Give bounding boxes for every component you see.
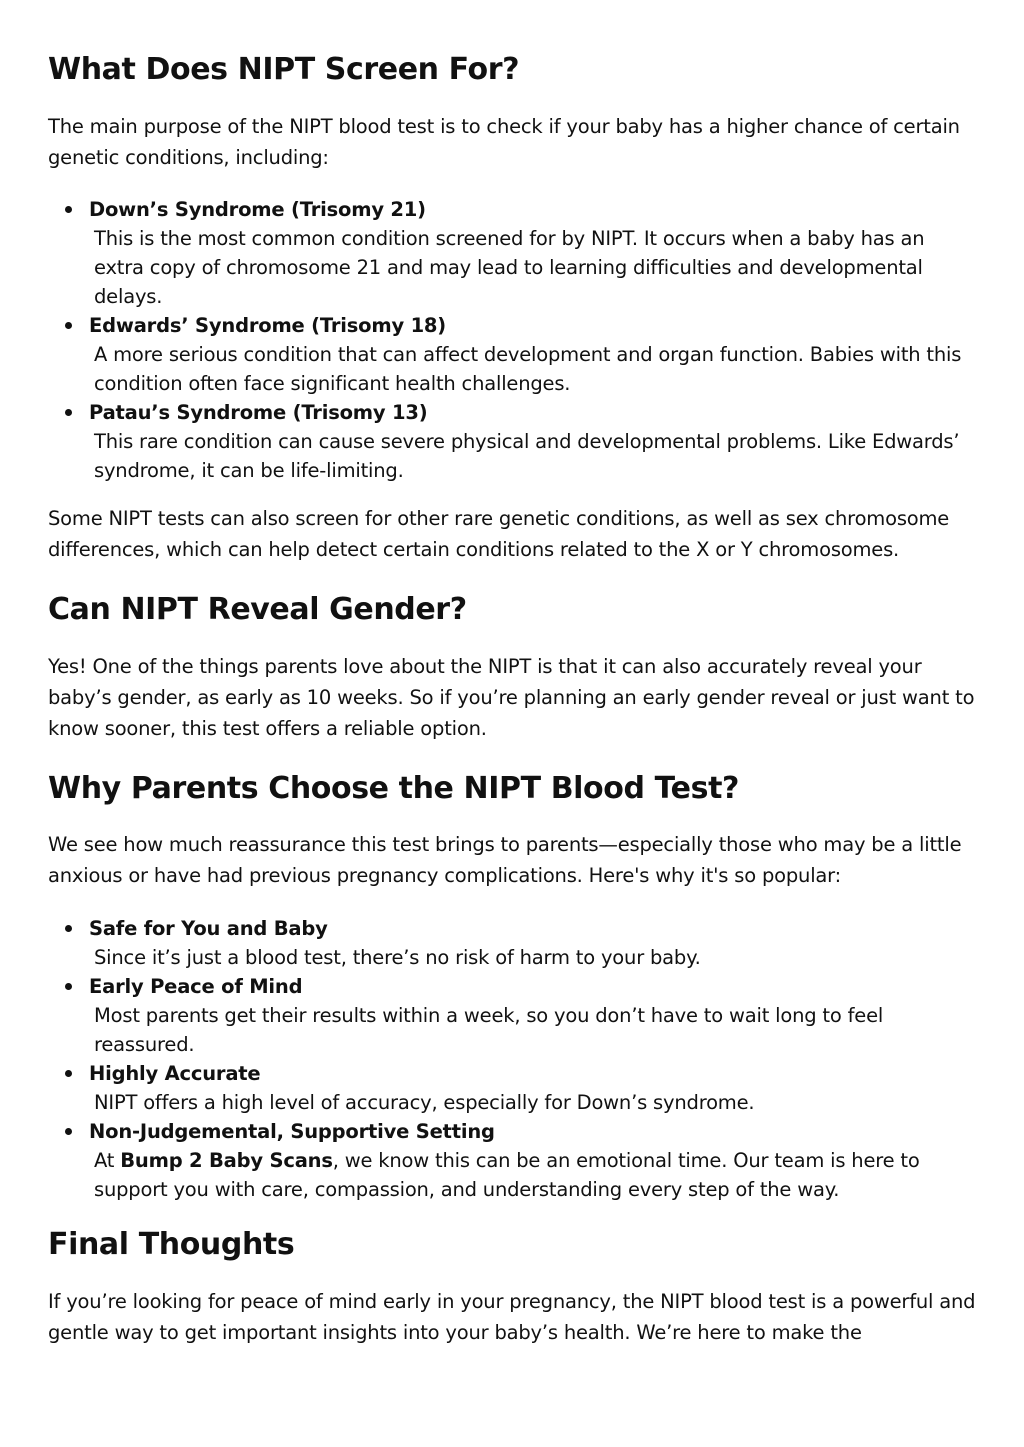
list-item-description: This is the most common condition screened for by NIPT. It occurs when a baby has an extra copy of chromosome 21 and may lead to learning difficulties and developmental delays. bbox=[94, 227, 925, 308]
bullet-icon bbox=[65, 983, 72, 990]
list-item bbox=[48, 972, 978, 1059]
list-item-description: Most parents get their results within a week, so you don’t have to wait long to feel reassured. bbox=[94, 1004, 884, 1056]
section-heading-final-thoughts: Final Thoughts bbox=[48, 1227, 295, 1262]
description-suffix: , we know this can be an emotional time. Our team is here to support you with care, compassion, and understanding every step of the way. bbox=[94, 1149, 920, 1201]
conditions-list bbox=[48, 195, 978, 485]
description-prefix: At bbox=[94, 1149, 121, 1172]
list-item bbox=[48, 398, 978, 485]
bullet-icon bbox=[65, 1070, 72, 1077]
list-item bbox=[48, 914, 978, 972]
list-item-title: Down’s Syndrome (Trisomy 21) bbox=[89, 198, 426, 221]
list-item bbox=[48, 1059, 978, 1117]
list-item-title: Non-Judgemental, Supportive Setting bbox=[89, 1120, 495, 1143]
list-item-description bbox=[89, 1146, 978, 1204]
reasons-list bbox=[48, 914, 978, 1204]
final-thoughts-paragraph: If you’re looking for peace of mind early in your pregnancy, the NIPT blood test is a powerful and gentle way to get important insights into your baby’s health. We’re here to make the bbox=[48, 1290, 976, 1344]
why-choose-intro: We see how much reassurance this test brings to parents—especially those who may be a little anxious or have had previous pregnancy complications. Here's why it's so popular: bbox=[48, 833, 962, 887]
section-heading-why-choose: Why Parents Choose the NIPT Blood Test? bbox=[48, 771, 740, 806]
bullet-icon bbox=[65, 322, 72, 329]
bullet-icon bbox=[65, 1128, 72, 1135]
bullet-icon bbox=[65, 206, 72, 213]
brand-name: Bump 2 Baby Scans bbox=[120, 1149, 333, 1172]
list-item-description: A more serious condition that can affect development and organ function. Babies with this condition often face significant health challenges. bbox=[94, 343, 962, 395]
list-item-title: Edwards’ Syndrome (Trisomy 18) bbox=[89, 314, 447, 337]
section-heading-nipt-screen: What Does NIPT Screen For? bbox=[48, 52, 520, 87]
section-heading-gender: Can NIPT Reveal Gender? bbox=[48, 592, 467, 627]
list-item bbox=[48, 311, 978, 398]
nipt-screen-outro: Some NIPT tests can also screen for other rare genetic conditions, as well as sex chromosome differences, which can help detect certain conditions related to the X or Y chromosomes. bbox=[48, 507, 950, 561]
list-item-description: This rare condition can cause severe physical and developmental problems. Like Edwards’ syndrome, it can be life-limiting. bbox=[94, 430, 960, 482]
list-item-description: Since it’s just a blood test, there’s no risk of harm to your baby. bbox=[94, 946, 701, 969]
list-item-description: NIPT offers a high level of accuracy, especially for Down’s syndrome. bbox=[94, 1091, 755, 1114]
list-item-title: Patau’s Syndrome (Trisomy 13) bbox=[89, 401, 428, 424]
list-item-title: Early Peace of Mind bbox=[89, 975, 303, 998]
list-item-title: Highly Accurate bbox=[89, 1062, 261, 1085]
list-item-title: Safe for You and Baby bbox=[89, 917, 328, 940]
list-item bbox=[48, 195, 978, 311]
nipt-screen-intro: The main purpose of the NIPT blood test is to check if your baby has a higher chance of certain genetic conditions, including: bbox=[48, 115, 960, 169]
list-item bbox=[48, 1117, 978, 1204]
bullet-icon bbox=[65, 925, 72, 932]
bullet-icon bbox=[65, 409, 72, 416]
gender-paragraph: Yes! One of the things parents love about the NIPT is that it can also accurately reveal your baby’s gender, as early as 10 weeks. So if you’re planning an early gender reveal or just want to know sooner, this test offers a reliable option. bbox=[48, 655, 975, 740]
